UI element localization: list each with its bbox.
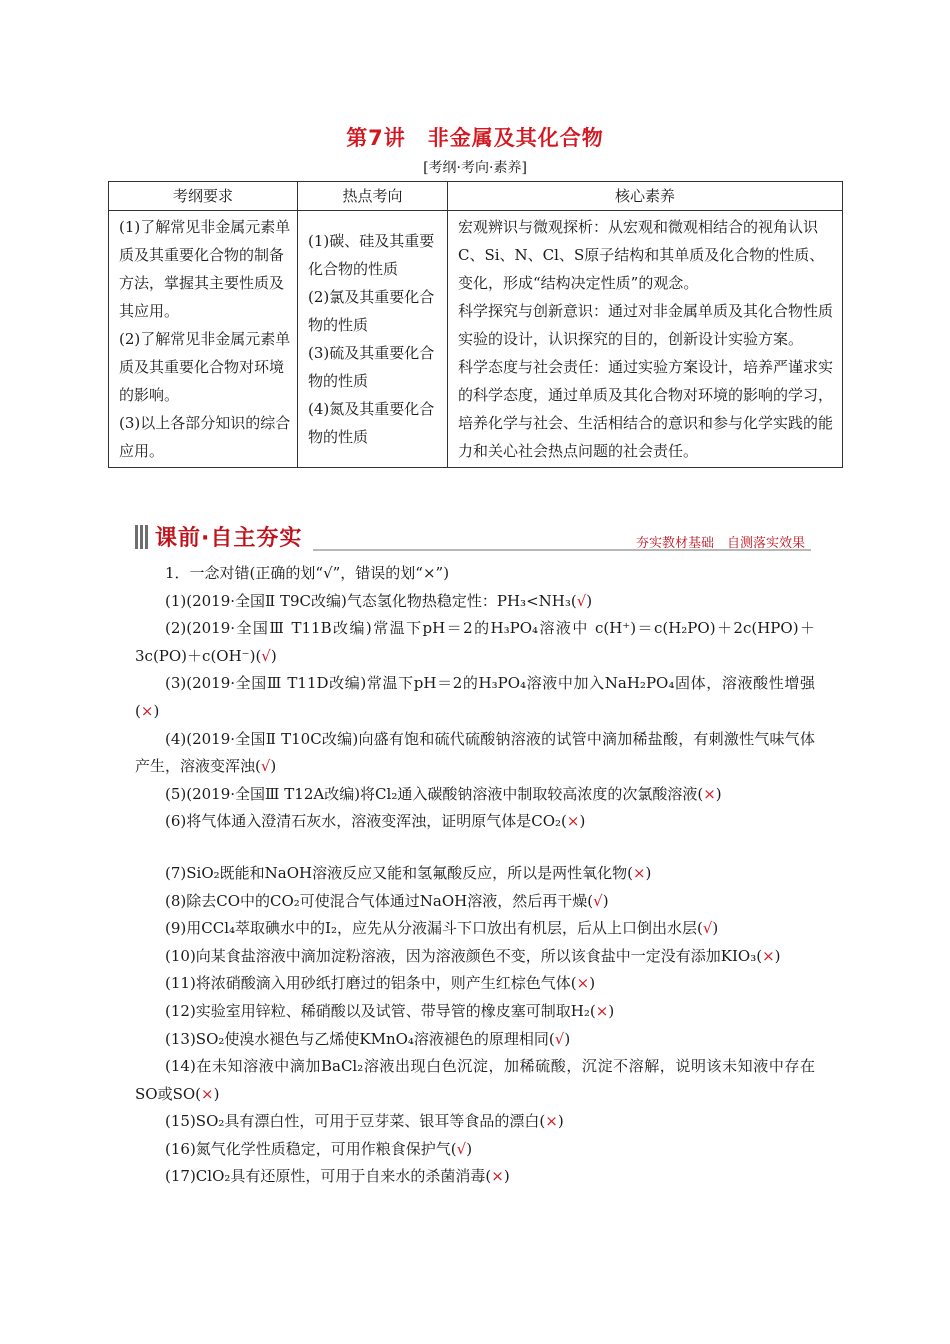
item-close: ) [589, 974, 596, 993]
answer-mark: √ [261, 646, 271, 665]
exercise-item [135, 1053, 815, 1108]
exercise-intro: 1．一念对错(正确的划“√”，错误的划“×”) [165, 564, 450, 582]
item-close: ) [213, 1084, 220, 1103]
answer-mark: × [762, 946, 775, 965]
section-banner [135, 520, 811, 554]
bars-icon [135, 525, 149, 549]
answer-mark: × [576, 974, 590, 993]
answer-mark: √ [576, 591, 587, 610]
hotspots-cell [298, 211, 448, 468]
items-container [135, 588, 815, 1191]
item-close: ) [715, 784, 722, 803]
hotspot-item: (2)氯及其重要化合物的性质 [308, 288, 435, 334]
section-tagline: 夯实教材基础 自测落实效果 [635, 536, 805, 551]
exercise-item [135, 670, 815, 725]
requirements-cell [109, 211, 298, 468]
exercise-item [135, 915, 815, 943]
exercise-item [135, 1163, 815, 1191]
literacy-item: 宏观辨识与微观探析：从宏观和微观相结合的视角认识C、Si、N、Cl、S原子结构和其单质及化合物的性质、变化，形成“结构决定性质”的观念。 [458, 218, 825, 292]
answer-mark: × [491, 1167, 504, 1186]
item-text: (2)(2019·全国Ⅲ T11B改编)常温下pH＝2的H₃PO₄溶液中 c(H⁺)＝c(H₂PO)＋2c(HPO)＋3c(PO)＋c(OH⁻)( [135, 619, 815, 665]
item-text: (14)在未知溶液中滴加BaCl₂溶液出现白色沉淀，加稀硫酸，沉淀不溶解，说明该未知液中存在SO或SO( [135, 1057, 815, 1103]
item-close: ) [466, 1139, 473, 1158]
item-text: (5)(2019·全国Ⅲ T12A改编)将Cl₂通入碳酸钠溶液中制取较高浓度的次氯酸溶液( [165, 784, 704, 803]
item-close: ) [602, 891, 609, 910]
spacer [135, 836, 815, 860]
item-text: (7)SiO₂既能和NaOH溶液反应又能和氢氟酸反应，所以是两性氧化物( [165, 863, 633, 882]
exercise-item [135, 998, 815, 1026]
item-close: ) [586, 591, 593, 610]
requirement-item: (3)以上各部分知识的综合应用。 [119, 414, 291, 460]
section-heading: 课前·自主夯实 [155, 526, 303, 551]
item-text: (12)实验室用锌粒、稀硝酸以及试管、带导管的橡皮塞可制取H₂( [165, 1001, 596, 1020]
requirement-item: (1)了解常见非金属元素单质及其重要化合物的制备方法，掌握其主要性质及其应用。 [119, 218, 291, 320]
item-text: (3)(2019·全国Ⅲ T11D改编)常温下pH＝2的H₃PO₄溶液中加入NaH₂PO₄固体，溶液酸性增强( [135, 674, 815, 720]
answer-mark: × [140, 701, 154, 720]
item-close: ) [557, 1112, 564, 1131]
item-text: (6)将气体通入澄清石灰水，溶液变浑浊，证明原气体是CO₂( [165, 812, 567, 831]
answer-mark: √ [260, 757, 271, 776]
answer-mark: × [632, 863, 646, 882]
item-close: ) [564, 1029, 571, 1048]
table-row [109, 211, 843, 468]
hotspot-item: (1)碳、硅及其重要化合物的性质 [308, 232, 435, 278]
exercise-item [135, 970, 815, 998]
item-text: (11)将浓硝酸滴入用砂纸打磨过的铝条中，则产生红棕色气体( [165, 974, 577, 993]
item-close: ) [645, 863, 652, 882]
item-text: (16)氮气化学性质稳定，可用作粮食保护气( [165, 1139, 457, 1158]
item-close: ) [153, 701, 160, 720]
exercise-item [135, 943, 815, 971]
answer-mark: √ [702, 919, 713, 938]
answer-mark: × [545, 1112, 558, 1131]
item-close: ) [712, 919, 719, 938]
item-text: (8)除去CO中的CO₂可使混合气体通过NaOH溶液，然后再干燥( [165, 891, 594, 910]
exercise-item [135, 615, 815, 670]
answer-mark: √ [593, 891, 603, 910]
exercise-item [135, 1136, 815, 1164]
answer-mark: × [595, 1001, 609, 1020]
item-text: (10)向某食盐溶液中滴加淀粉溶液，因为溶液颜色不变，所以该食盐中一定没有添加KIO₃( [165, 946, 763, 965]
requirements-table [108, 181, 843, 468]
exercise-item [135, 808, 815, 836]
exercise-item [135, 781, 815, 809]
item-close: ) [270, 757, 277, 776]
exercise-list [135, 560, 815, 1191]
item-text: (4)(2019·全国Ⅱ T10C改编)向盛有饱和硫代硫酸钠溶液的试管中滴加稀盐酸，有刺激性气味气体产生，溶液变浑浊( [135, 729, 815, 776]
item-close: ) [608, 1001, 615, 1020]
page-title: 第7讲 非金属及其化合物 [346, 126, 604, 150]
literacy-cell [448, 211, 843, 468]
literacy-item: 科学探究与创新意识：通过对非金属单质及其化合物性质实验的设计，认识探究的目的，创新设计实验方案。 [458, 302, 834, 348]
answer-mark: × [566, 812, 580, 831]
item-close: ) [270, 646, 277, 665]
answer-mark: × [201, 1084, 214, 1103]
item-text: (1)(2019·全国Ⅱ T9C改编)气态氢化物热稳定性：PH₃<NH₃( [165, 591, 577, 610]
exercise-item [135, 888, 815, 916]
exercise-item [135, 726, 815, 781]
item-close: ) [579, 812, 586, 831]
table-header-row [109, 182, 843, 211]
exercise-item [135, 1108, 815, 1136]
requirement-item: (2)了解常见非金属元素单质及其重要化合物对环境的影响。 [119, 330, 291, 404]
page-subtitle: [考纲·考向·素养] [423, 160, 527, 176]
exercise-item [135, 588, 815, 616]
item-text: (15)SO₂具有漂白性，可用于豆芽菜、银耳等食品的漂白( [165, 1112, 546, 1131]
item-close: ) [774, 946, 781, 965]
exercise-item [135, 860, 815, 888]
hotspot-item: (3)硫及其重要化合物的性质 [308, 344, 435, 390]
item-text: (9)用CCl₄萃取碘水中的I₂，应先从分液漏斗下口放出有机层，后从上口倒出水层( [165, 919, 703, 938]
header-requirements: 考纲要求 [109, 182, 298, 211]
header-literacy: 核心素养 [448, 182, 843, 211]
answer-mark: √ [554, 1029, 565, 1048]
answer-mark: √ [456, 1139, 467, 1158]
item-close: ) [503, 1167, 510, 1186]
item-text: (13)SO₂使溴水褪色与乙烯使KMnO₄溶液褪色的原理相同( [165, 1029, 555, 1048]
header-hotspots: 热点考向 [298, 182, 448, 211]
hotspot-item: (4)氮及其重要化合物的性质 [308, 400, 435, 446]
item-text: (17)ClO₂具有还原性，可用于自来水的杀菌消毒( [165, 1167, 492, 1186]
literacy-item: 科学态度与社会责任：通过实验方案设计，培养严谨求实的科学态度，通过单质及其化合物对环境的影响的学习，培养化学与社会、生活相结合的意识和参与化学实践的能力和关心社会热点问题的社会责任。 [458, 358, 834, 460]
exercise-item [135, 1026, 815, 1054]
answer-mark: × [703, 784, 716, 803]
